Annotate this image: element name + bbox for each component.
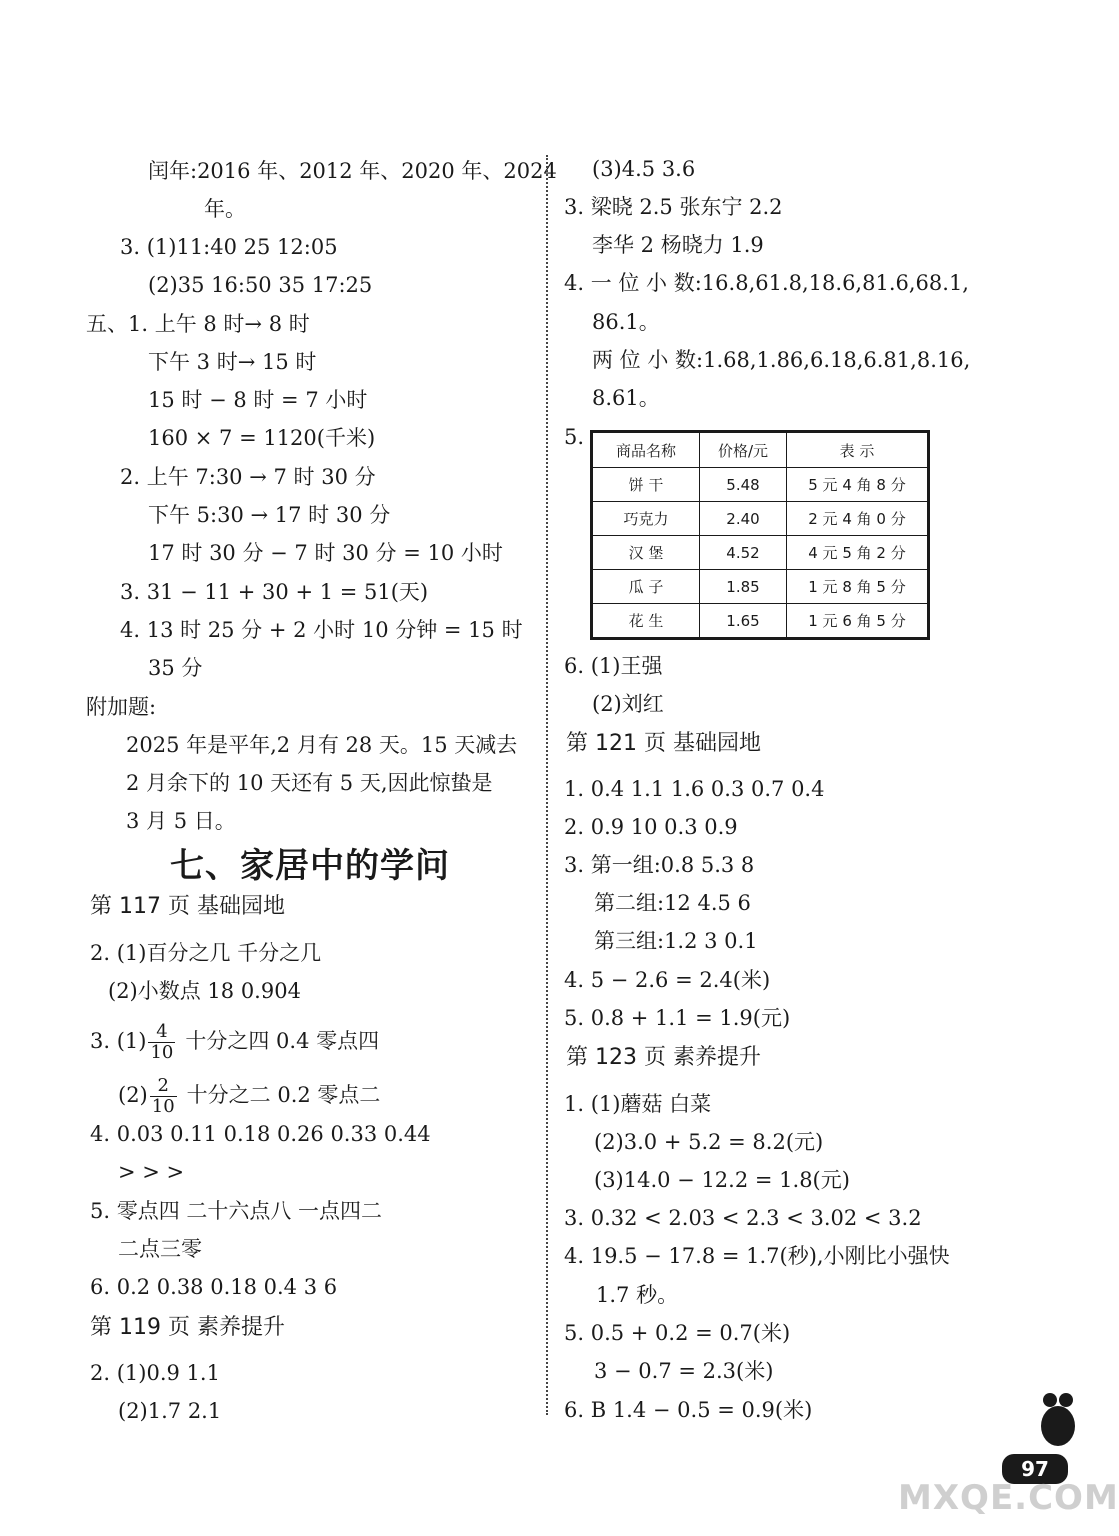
fraction-denominator: 10	[151, 1096, 175, 1117]
left-line: 2. 上午 7:30 → 7 时 30 分	[120, 465, 376, 489]
left-line: 5. 零点四 二十六点八 一点四二	[90, 1199, 383, 1223]
fraction-line	[118, 1076, 380, 1117]
left-line: 下午 3 时→ 15 时	[148, 350, 317, 374]
right-line: 8.61。	[592, 386, 660, 410]
table-cell: 2.40	[700, 502, 787, 536]
left-line: 17 时 30 分 − 7 时 30 分 = 10 小时	[148, 541, 503, 565]
column-header: 价格/元	[700, 432, 787, 468]
left-line: 2 月余下的 10 天还有 5 天,因此惊蛰是	[126, 771, 493, 795]
right-line: 3. 第一组:0.8 5.3 8	[564, 853, 755, 877]
right-line: 3. 梁晓 2.5 张东宁 2.2	[564, 195, 783, 219]
left-line: 4. 13 时 25 分 + 2 小时 10 分钟 = 15 时	[120, 618, 523, 642]
left-line: 3. (1)	[90, 1029, 147, 1053]
right-line: (2)刘红	[592, 692, 664, 716]
table-cell: 4 元 5 角 2 分	[787, 536, 929, 570]
price-table	[590, 430, 930, 640]
page-number: 97	[1021, 1457, 1049, 1481]
right-line: (3)14.0 − 12.2 = 1.8(元)	[594, 1168, 850, 1192]
left-line: 15 时 − 8 时 = 7 小时	[148, 388, 368, 412]
left-line: (2)小数点 18 0.904	[108, 979, 301, 1003]
table-cell: 巧克力	[592, 502, 700, 536]
right-line: 3. 0.32 < 2.03 < 2.3 < 3.02 < 3.2	[564, 1206, 922, 1230]
left-line: (2)35 16:50 35 17:25	[148, 273, 373, 297]
page-heading: 第 119 页 素养提升	[90, 1315, 285, 1340]
right-line: (3)4.5 3.6	[592, 157, 696, 181]
left-line: 附加题:	[86, 695, 157, 719]
left-line: 2025 年是平年,2 月有 28 天。15 天减去	[126, 733, 518, 757]
table-cell: 1 元 8 角 5 分	[787, 570, 929, 604]
fraction	[148, 1022, 175, 1063]
left-line: 下午 5:30 → 17 时 30 分	[148, 503, 391, 527]
fraction-numerator: 2	[150, 1076, 177, 1097]
right-line: 86.1。	[592, 310, 660, 334]
table-cell: 汉 堡	[592, 536, 700, 570]
right-line: 1. 0.4 1.1 1.6 0.3 0.7 0.4	[564, 777, 825, 801]
right-line: 4. 5 − 2.6 = 2.4(米)	[564, 968, 771, 992]
fraction-line	[90, 1022, 379, 1063]
page-heading: 第 123 页 素养提升	[566, 1045, 761, 1070]
fraction-denominator: 10	[150, 1042, 174, 1063]
table-row	[592, 502, 929, 536]
table-cell: 饼 干	[592, 468, 700, 502]
left-line: 4. 0.03 0.11 0.18 0.26 0.33 0.44	[90, 1122, 431, 1146]
table-row	[592, 536, 929, 570]
right-line: 第二组:12 4.5 6	[594, 891, 751, 915]
left-line: 2. (1)0.9 1.1	[90, 1361, 220, 1385]
right-line: 4. 19.5 − 17.8 = 1.7(秒),小刚比小强快	[564, 1244, 950, 1268]
right-line: 5.	[564, 425, 585, 449]
table-cell: 1.65	[700, 604, 787, 639]
left-line: 35 分	[148, 656, 203, 680]
table-header-row	[592, 432, 929, 468]
table-row	[592, 468, 929, 502]
column-header: 商品名称	[592, 432, 700, 468]
right-line: 5. 0.8 + 1.1 = 1.9(元)	[564, 1006, 791, 1030]
table-cell: 4.52	[700, 536, 787, 570]
table-row	[592, 604, 929, 639]
left-line: 6. 0.2 0.38 0.18 0.4 3 6	[90, 1275, 338, 1299]
table-cell: 5 元 4 角 8 分	[787, 468, 929, 502]
table-cell: 1.85	[700, 570, 787, 604]
table-cell: 5.48	[700, 468, 787, 502]
fraction	[150, 1076, 177, 1117]
left-line: 2. (1)百分之几 千分之几	[90, 941, 322, 965]
left-line: 3. (1)11:40 25 12:05	[120, 235, 338, 259]
section-title: 七、家居中的学问	[170, 846, 450, 886]
page-heading: 第 117 页 基础园地	[90, 894, 285, 919]
left-line: 十分之二 0.2 零点二	[186, 1083, 381, 1107]
left-line: (2)	[118, 1083, 148, 1107]
table-cell: 花 生	[592, 604, 700, 639]
table-row	[592, 570, 929, 604]
right-line: 6. B 1.4 − 0.5 = 0.9(米)	[564, 1398, 813, 1422]
right-line: 1. (1)蘑菇 白菜	[564, 1092, 712, 1116]
left-line: 二点三零	[118, 1237, 202, 1261]
right-line: 6. (1)王强	[564, 654, 663, 678]
column-divider	[546, 155, 548, 1415]
column-header: 表 示	[787, 432, 929, 468]
left-line: 五、1. 上午 8 时→ 8 时	[86, 312, 310, 336]
right-line: (2)3.0 + 5.2 = 8.2(元)	[594, 1130, 824, 1154]
left-line: 闰年:2016 年、2012 年、2020 年、2024	[148, 159, 557, 183]
right-line: 1.7 秒。	[596, 1283, 679, 1307]
table-cell: 2 元 4 角 0 分	[787, 502, 929, 536]
fraction-numerator: 4	[148, 1022, 175, 1043]
right-line: 2. 0.9 10 0.3 0.9	[564, 815, 738, 839]
left-line: (2)1.7 2.1	[118, 1399, 222, 1423]
left-line: 年。	[204, 197, 246, 221]
watermark: MXQE.COM	[898, 1478, 1119, 1518]
left-line: 3. 31 − 11 + 30 + 1 = 51(天)	[120, 580, 429, 604]
right-line: 3 − 0.7 = 2.3(米)	[594, 1359, 774, 1383]
page-heading: 第 121 页 基础园地	[566, 731, 761, 756]
table-cell: 1 元 6 角 5 分	[787, 604, 929, 639]
right-line: 4. 一 位 小 数:16.8,61.8,18.6,81.6,68.1,	[564, 271, 969, 295]
left-line: 十分之四 0.4 零点四	[185, 1029, 380, 1053]
left-line: > > >	[118, 1160, 185, 1184]
right-line: 两 位 小 数:1.68,1.86,6.18,6.81,8.16,	[592, 348, 971, 372]
left-line: 160 × 7 = 1120(千米)	[148, 426, 376, 450]
left-line: 3 月 5 日。	[126, 809, 236, 833]
right-line: 第三组:1.2 3 0.1	[594, 929, 758, 953]
right-line: 5. 0.5 + 0.2 = 0.7(米)	[564, 1321, 791, 1345]
mascot-icon	[1038, 1392, 1078, 1448]
table-cell: 瓜 子	[592, 570, 700, 604]
right-line: 李华 2 杨晓力 1.9	[592, 233, 764, 257]
